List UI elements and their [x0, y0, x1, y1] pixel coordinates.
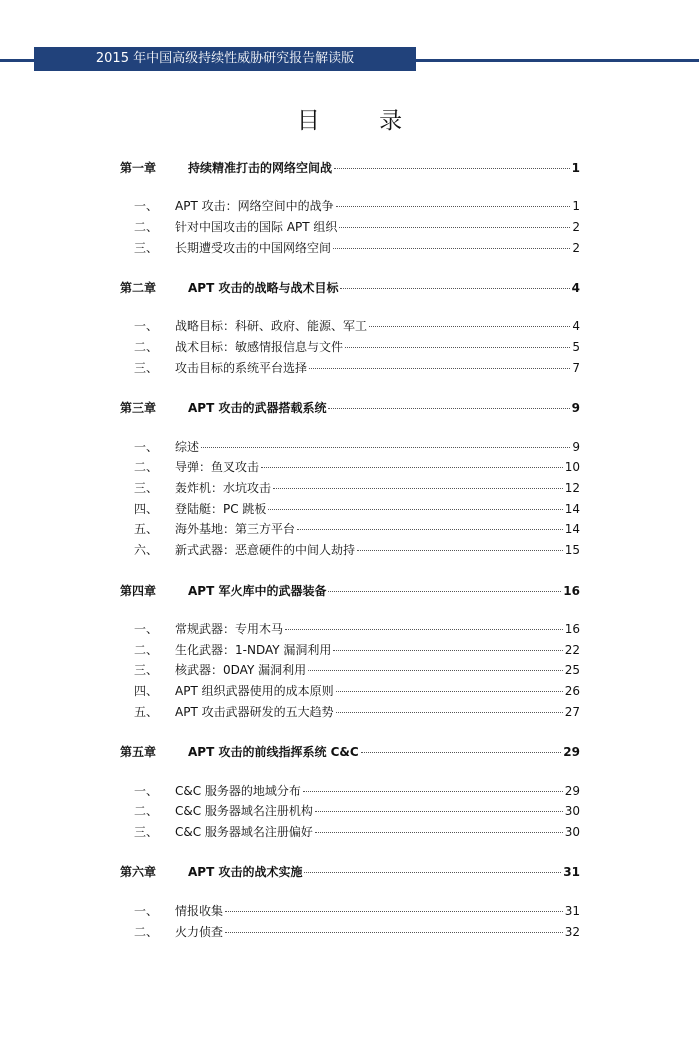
entry-title: 战略目标：科研、政府、能源、军工: [175, 319, 368, 333]
toc-section-entry[interactable]: [120, 480, 580, 496]
page-number: 2: [572, 220, 580, 234]
dot-leader: [297, 529, 563, 530]
entry-title: C&C 服务器域名注册偏好: [175, 825, 313, 839]
entry-title: 轰炸机：水坑攻击: [175, 481, 272, 495]
chapter-number: 第三章: [120, 401, 157, 415]
dot-leader: [201, 447, 570, 448]
toc-section-entry[interactable]: [120, 824, 580, 840]
page-number: 12: [564, 481, 580, 495]
page-number: 2: [572, 241, 580, 255]
toc-chapter-entry[interactable]: [120, 744, 580, 760]
entry-title: 核武器：0DAY 漏洞利用: [175, 663, 307, 677]
entry-title: 情报收集: [175, 904, 224, 918]
page-number: 14: [564, 522, 580, 536]
dot-leader: [357, 550, 563, 551]
page-number: 16: [564, 622, 580, 636]
page-number: 9: [571, 401, 580, 415]
dot-leader: [268, 509, 562, 510]
page-number: 29: [563, 745, 580, 759]
dot-leader: [333, 248, 570, 249]
entry-title: APT 攻击武器研发的五大趋势: [175, 705, 334, 719]
section-number: 六、: [134, 543, 159, 557]
entry-title: 综述: [175, 440, 200, 454]
entry-title: 生化武器：1-NDAY 漏洞利用: [175, 643, 332, 657]
toc-section-entry[interactable]: [120, 621, 580, 637]
toc-section-entry[interactable]: [120, 521, 580, 537]
page-number: 15: [564, 543, 580, 557]
toc-chapter-entry[interactable]: [120, 400, 580, 416]
entry-title: APT 组织武器使用的成本原则: [175, 684, 334, 698]
entry-title: 新式武器：恶意硬件的中间人劫持: [175, 543, 356, 557]
toc-section-entry[interactable]: [120, 642, 580, 658]
page-title: 目 录: [296, 108, 429, 134]
dot-leader: [303, 791, 563, 792]
entry-title: 登陆艇：PC 跳板: [175, 502, 267, 516]
toc-section-entry[interactable]: [120, 198, 580, 214]
page-number: 5: [572, 340, 580, 354]
page-number: 31: [563, 865, 580, 879]
section-number: 一、: [134, 319, 159, 333]
dot-leader: [336, 712, 563, 713]
toc-section-entry[interactable]: [120, 704, 580, 720]
toc-section-entry[interactable]: [120, 924, 580, 940]
section-number: 一、: [134, 784, 159, 798]
dot-leader: [308, 670, 563, 671]
section-number: 二、: [134, 804, 159, 818]
page-number: 16: [563, 584, 580, 598]
dot-leader: [339, 227, 570, 228]
section-number: 二、: [134, 340, 159, 354]
entry-title: 火力侦查: [175, 925, 224, 939]
section-number: 三、: [134, 361, 159, 375]
toc-section-entry[interactable]: [120, 459, 580, 475]
page-number: 30: [564, 804, 580, 818]
section-number: 三、: [134, 481, 159, 495]
entry-title: APT 攻击的武器搭载系统: [188, 401, 327, 415]
chapter-number: 第五章: [120, 745, 157, 759]
toc-chapter-entry[interactable]: [120, 280, 580, 296]
section-number: 二、: [134, 643, 159, 657]
chapter-number: 第一章: [120, 161, 157, 175]
toc-section-entry[interactable]: [120, 783, 580, 799]
page-number: 26: [564, 684, 580, 698]
page-number: 9: [572, 440, 580, 454]
page-number: 10: [564, 460, 580, 474]
dot-leader: [225, 911, 563, 912]
entry-title: 长期遭受攻击的中国网络空间: [175, 241, 332, 255]
dot-leader: [304, 872, 561, 873]
dot-leader: [340, 288, 569, 289]
page-number: 7: [572, 361, 580, 375]
page-number: 31: [564, 904, 580, 918]
section-number: 二、: [134, 220, 159, 234]
dot-leader: [361, 752, 562, 753]
entry-title: 攻击目标的系统平台选择: [175, 361, 308, 375]
entry-title: C&C 服务器域名注册机构: [175, 804, 313, 818]
entry-title: APT 军火库中的武器装备: [188, 584, 327, 598]
section-number: 一、: [134, 199, 159, 213]
header-rule-left: [0, 59, 34, 62]
dot-leader: [309, 368, 570, 369]
dot-leader: [315, 811, 563, 812]
entry-title: APT 攻击的战略与战术目标: [188, 281, 339, 295]
section-number: 二、: [134, 460, 159, 474]
dot-leader: [369, 326, 570, 327]
entry-title: 常规武器：专用木马: [175, 622, 284, 636]
dot-leader: [336, 206, 571, 207]
dot-leader: [334, 168, 570, 169]
page-number: 25: [564, 663, 580, 677]
entry-title: 持续精准打击的网络空间战: [188, 161, 333, 175]
toc-section-entry[interactable]: [120, 339, 580, 355]
section-number: 二、: [134, 925, 159, 939]
chapter-number: 第六章: [120, 865, 157, 879]
toc-section-entry[interactable]: [120, 683, 580, 699]
dot-leader: [261, 467, 563, 468]
page-number: 29: [564, 784, 580, 798]
toc-chapter-entry[interactable]: [120, 583, 580, 599]
section-number: 三、: [134, 241, 159, 255]
section-number: 三、: [134, 663, 159, 677]
dot-leader: [345, 347, 570, 348]
entry-title: APT 攻击的战术实施: [188, 865, 303, 879]
dot-leader: [315, 832, 563, 833]
toc-chapter-entry[interactable]: [120, 160, 580, 176]
page-number: 1: [572, 199, 580, 213]
toc-section-entry[interactable]: [120, 240, 580, 256]
dot-leader: [225, 932, 563, 933]
toc-section-entry[interactable]: [120, 542, 580, 558]
entry-title: APT 攻击的前线指挥系统 C&C: [188, 745, 359, 759]
chapter-number: 第二章: [120, 281, 157, 295]
section-number: 四、: [134, 684, 159, 698]
section-number: 一、: [134, 904, 159, 918]
section-number: 四、: [134, 502, 159, 516]
toc-section-entry[interactable]: [120, 501, 580, 517]
section-number: 五、: [134, 522, 159, 536]
toc-chapter-entry[interactable]: [120, 864, 580, 880]
section-number: 一、: [134, 622, 159, 636]
entry-title: C&C 服务器的地域分布: [175, 784, 301, 798]
dot-leader: [285, 629, 563, 630]
section-number: 三、: [134, 825, 159, 839]
page-number: 27: [564, 705, 580, 719]
section-number: 五、: [134, 705, 159, 719]
toc-section-entry[interactable]: [120, 803, 580, 819]
page-number: 22: [564, 643, 580, 657]
toc-section-entry[interactable]: [120, 219, 580, 235]
running-header: 2015 年中国高级持续性威胁研究报告解读版: [34, 47, 416, 71]
page-number: 30: [564, 825, 580, 839]
toc-section-entry[interactable]: [120, 662, 580, 678]
toc-section-entry[interactable]: [120, 318, 580, 334]
page-number: 4: [571, 281, 580, 295]
page-number: 4: [572, 319, 580, 333]
dot-leader: [328, 408, 569, 409]
toc-section-entry[interactable]: [120, 439, 580, 455]
toc-section-entry[interactable]: [120, 360, 580, 376]
page-number: 14: [564, 502, 580, 516]
entry-title: 针对中国攻击的国际 APT 组织: [175, 220, 338, 234]
page-number: 32: [564, 925, 580, 939]
dot-leader: [328, 591, 561, 592]
chapter-number: 第四章: [120, 584, 157, 598]
section-number: 一、: [134, 440, 159, 454]
page-number: 1: [571, 161, 580, 175]
entry-title: 海外基地：第三方平台: [175, 522, 296, 536]
entry-title: 战术目标：敏感情报信息与文件: [175, 340, 344, 354]
toc-section-entry[interactable]: [120, 903, 580, 919]
header-rule-right: [416, 59, 699, 62]
entry-title: 导弹：鱼叉攻击: [175, 460, 260, 474]
entry-title: APT 攻击：网络空间中的战争: [175, 199, 334, 213]
dot-leader: [333, 650, 562, 651]
dot-leader: [273, 488, 563, 489]
dot-leader: [336, 691, 563, 692]
